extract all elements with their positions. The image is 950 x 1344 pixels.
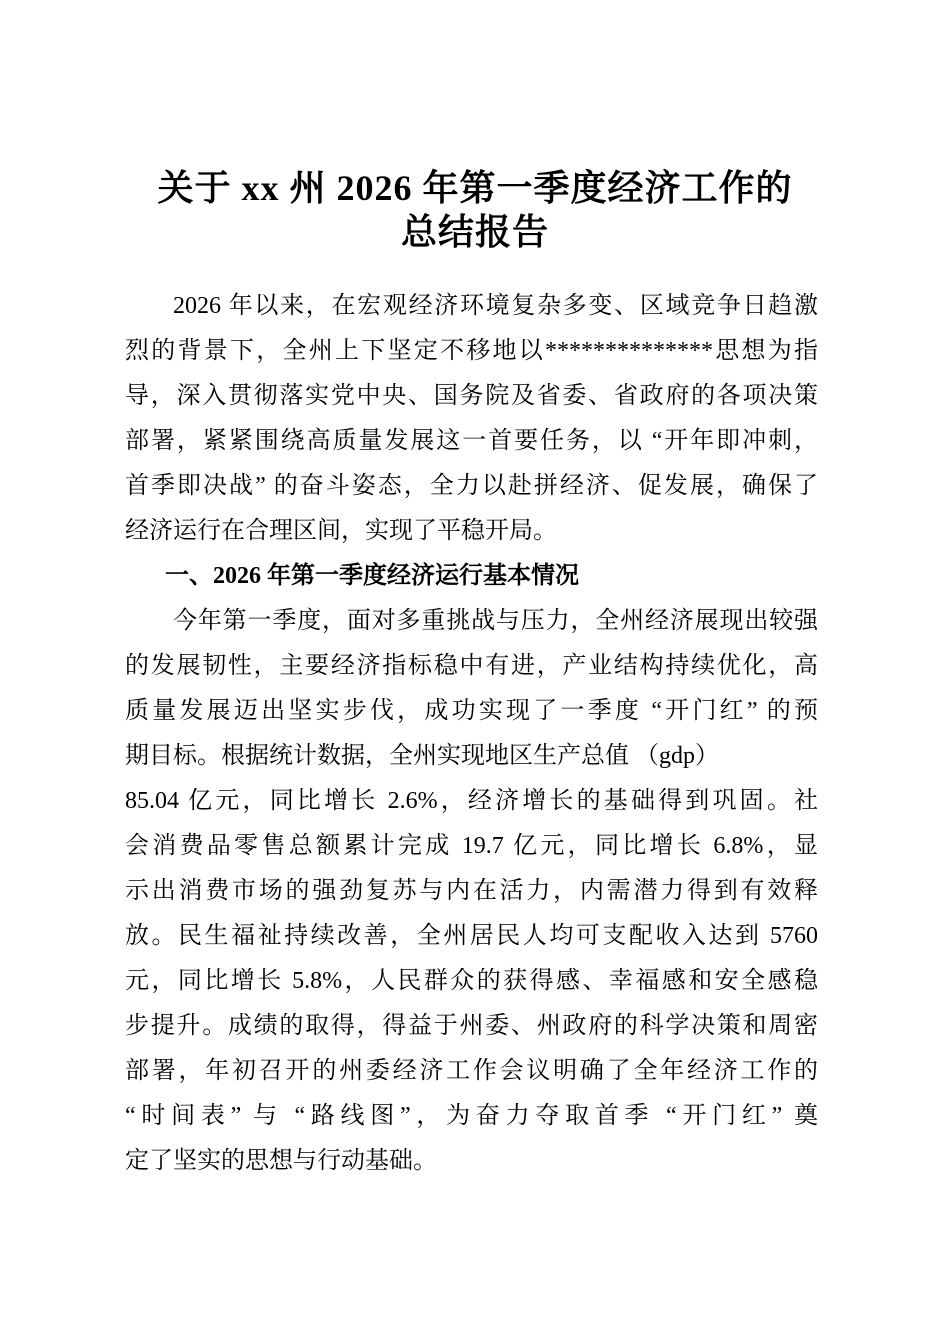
- paragraph-line: 85.04 亿元，同比增长 2.6%，经济增长的基础得到巩固。社: [125, 788, 818, 814]
- paragraph-line: 的发展韧性，主要经济指标稳中有进，产业结构持续优化，高: [125, 653, 818, 679]
- section-heading: 一、2026 年第一季度经济运行基本情况: [165, 563, 579, 589]
- paragraph-line: 放。民生福祉持续改善，全州居民人均可支配收入达到 5760: [125, 923, 818, 949]
- paragraph-line: 元，同比增长 5.8%，人民群众的获得感、幸福感和安全感稳: [125, 968, 818, 994]
- paragraph-line: “时间表” 与 “路线图”，为奋力夺取首季 “开门红” 奠: [125, 1103, 818, 1129]
- paragraph-line: 部署，年初召开的州委经济工作会议明确了全年经济工作的: [125, 1058, 818, 1084]
- paragraph-line: 部署，紧紧围绕高质量发展这一首要任务，以 “开年即冲刺，: [125, 428, 818, 454]
- paragraph-line: 会消费品零售总额累计完成 19.7 亿元，同比增长 6.8%，显: [125, 833, 818, 859]
- paragraph-line: 烈的背景下，全州上下坚定不移地以**************思想为指: [125, 338, 818, 364]
- paragraph-line: 2026 年以来，在宏观经济环境复杂多变、区域竞争日趋激: [173, 293, 818, 319]
- document-title: [0, 166, 950, 254]
- paragraph-line: 首季即决战” 的奋斗姿态，全力以赴拼经济、促发展，确保了: [125, 473, 818, 499]
- paragraph-line: 示出消费市场的强劲复苏与内在活力，内需潜力得到有效释: [125, 878, 818, 904]
- paragraph-line: 步提升。成绩的取得，得益于州委、州政府的科学决策和周密: [125, 1013, 818, 1039]
- paragraph-line: 今年第一季度，面对多重挑战与压力，全州经济展现出较强: [173, 608, 818, 634]
- paragraph-line: 质量发展迈出坚实步伐，成功实现了一季度 “开门红” 的预: [125, 698, 818, 724]
- paragraph-line: 期目标。根据统计数据，全州实现地区生产总值 （gdp）: [125, 743, 719, 769]
- title-line-2: 总结报告: [400, 212, 549, 252]
- document-body: [125, 284, 818, 1184]
- paragraph-line: 导，深入贯彻落实党中央、国务院及省委、省政府的各项决策: [125, 383, 818, 409]
- title-line-1: 关于 xx 州 2026 年第一季度经济工作的: [157, 168, 793, 208]
- paragraph-line: 定了坚实的思想与行动基础。: [125, 1148, 437, 1174]
- paragraph-line: 经济运行在合理区间，实现了平稳开局。: [125, 518, 557, 544]
